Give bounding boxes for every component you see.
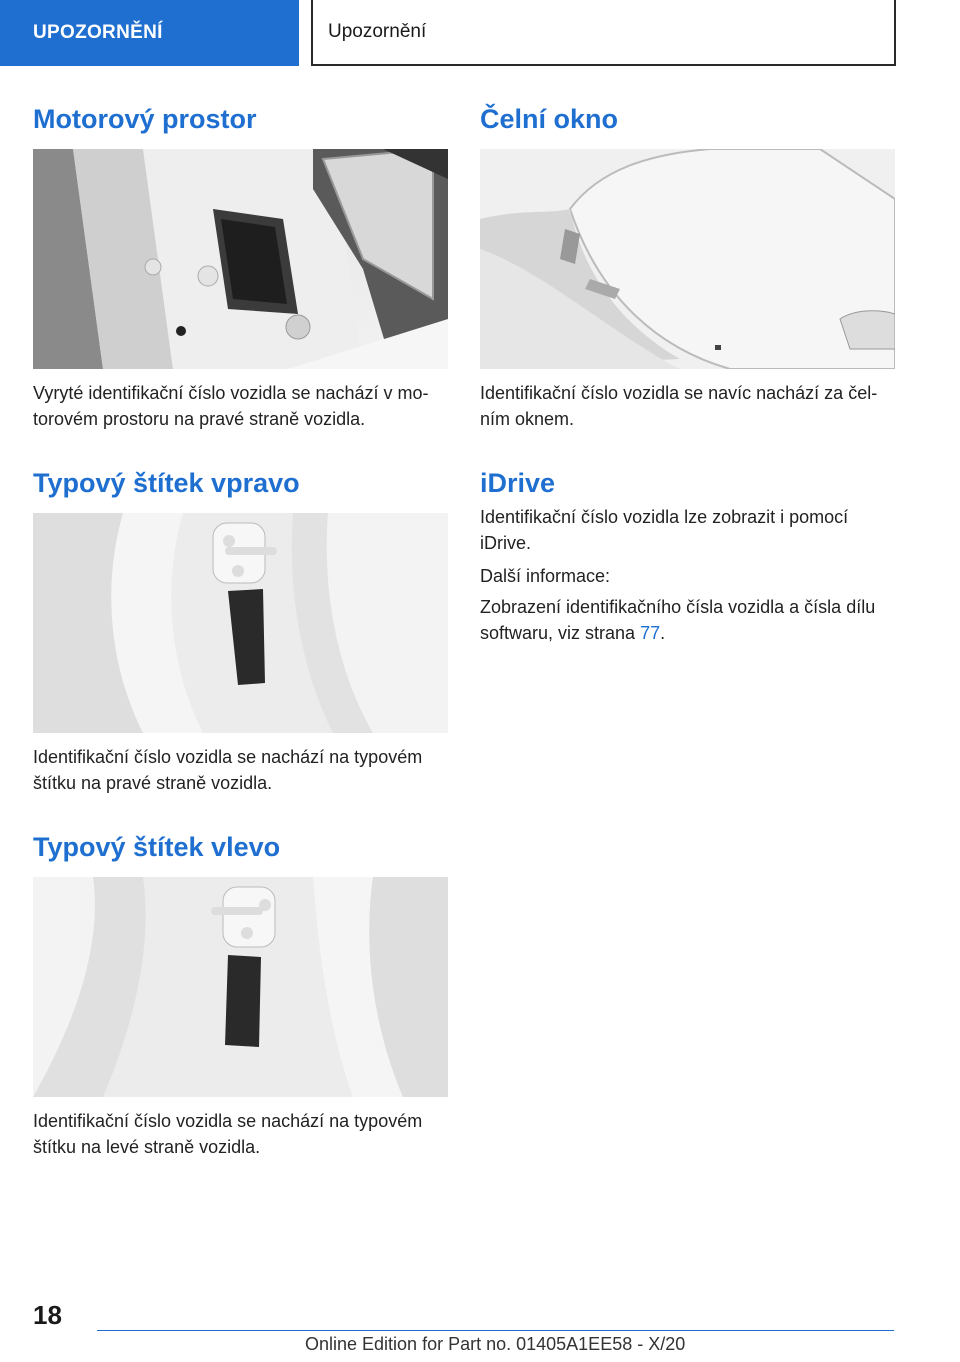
section-header-label: Upozornění xyxy=(328,21,427,42)
idrive-text-2: Další informace: xyxy=(480,566,611,586)
footer-edition: Online Edition for Part no. 01405A1EE58 - X/20 xyxy=(305,1334,686,1354)
chapter-tab-label: UPOZORNĚNÍ xyxy=(33,22,163,43)
plate-left-text: Identifikační číslo vozidla se nachází na typovém štítku na levé straně vozidla. xyxy=(33,1111,423,1157)
idrive-heading: iDrive xyxy=(480,468,556,498)
idrive-text-3 xyxy=(480,594,895,646)
idrive-text-3-prefix: Zobrazení identifikačního čísla vozidla a čísla dílu softwaru, viz strana xyxy=(480,597,876,643)
plate-left-heading: Typový štítek vlevo xyxy=(33,832,281,862)
footer-divider xyxy=(97,1330,894,1331)
plate-right-image xyxy=(33,513,448,733)
engine-heading: Motorový prostor xyxy=(33,104,257,134)
section-header xyxy=(311,0,896,66)
plate-left-image xyxy=(33,877,448,1097)
windshield-heading: Čelní okno xyxy=(480,104,619,134)
page-link-77[interactable]: 77 xyxy=(640,623,661,643)
chapter-tab[interactable] xyxy=(0,0,299,66)
windshield-text: Identifikační číslo vozidla se navíc nachází za čelním oknem. xyxy=(480,383,878,429)
engine-text: Vyryté identifikační číslo vozidla se nachází v motorovém prostoru na pravé straně vozidla. xyxy=(33,383,429,429)
page-number: 18 xyxy=(33,1300,62,1330)
plate-right-heading: Typový štítek vpravo xyxy=(33,468,300,498)
plate-right-text: Identifikační číslo vozidla se nachází na typovém štítku na pravé straně vozidla. xyxy=(33,747,423,793)
engine-compartment-image xyxy=(33,149,448,369)
idrive-text-3-suffix: . xyxy=(660,623,666,643)
idrive-text-1: Identifikační číslo vozidla lze zobrazit i pomocí iDrive. xyxy=(480,507,849,553)
windshield-image xyxy=(480,149,895,369)
